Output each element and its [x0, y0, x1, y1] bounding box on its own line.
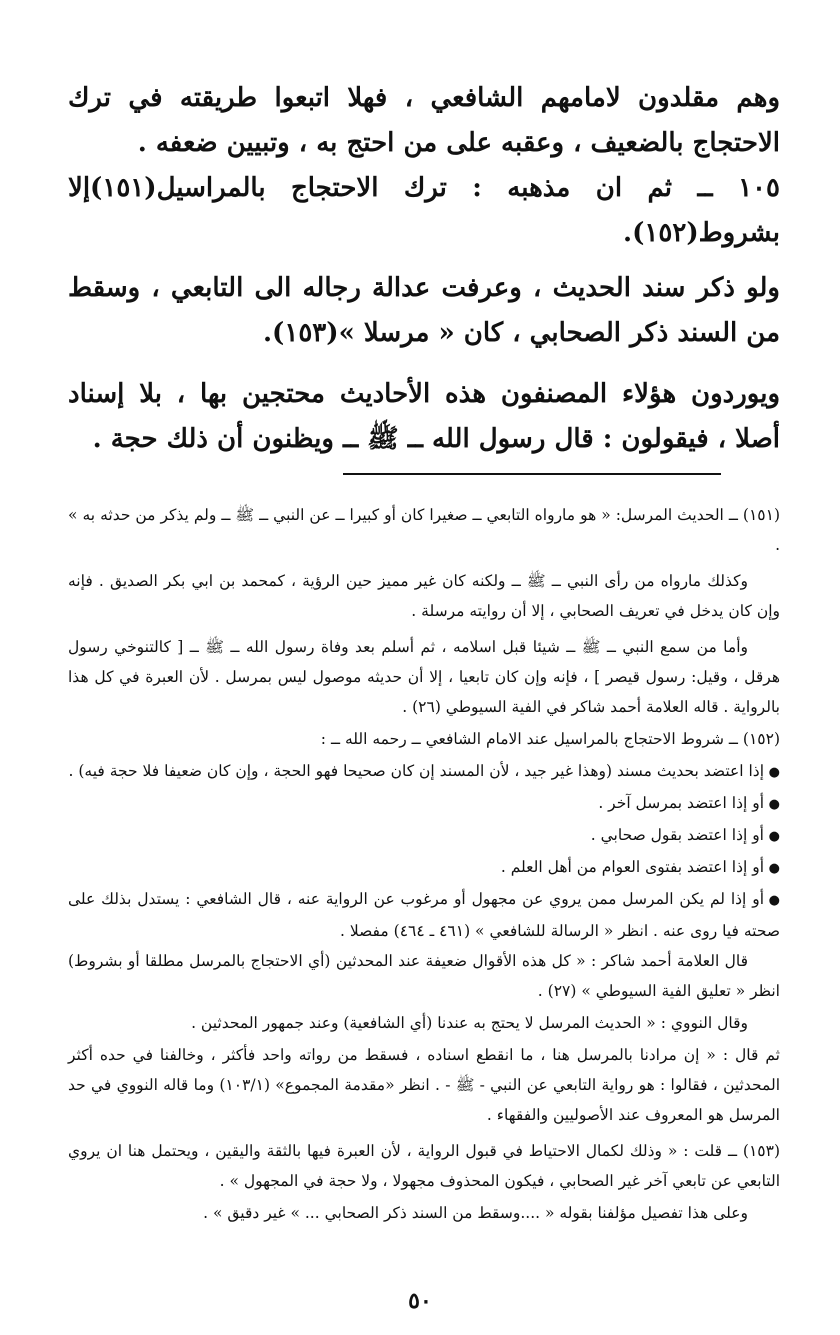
list-item — [68, 852, 780, 884]
condition-4: أو إذا اعتضد بفتوى العوام من أهل العلم . — [500, 858, 764, 876]
bullet-icon: ● — [768, 893, 780, 908]
paragraph-1: وهم مقلدون لامامهم الشافعي ، فهلا اتبعوا طريقته في ترك الاحتجاج بالضعيف ، وعقبه على من احتج به ، وتبيين ضعفه . — [68, 83, 780, 158]
condition-3: أو إذا اعتضد بقول صحابي . — [590, 826, 764, 844]
list-item — [68, 756, 780, 788]
footnote-151: (١٥١) ــ الحديث المرسل: « هو مارواه التابعي ــ صغيرا كان أو كبيرا ــ عن النبي ــ ﷺ ــ ولم يذكر من حدثه به » . — [68, 506, 780, 554]
list-item — [68, 884, 780, 946]
paragraph-3: ولو ذكر سند الحديث ، وعرفت عدالة رجاله الى التابعي ، وسقط من السند ذكر الصحابي ، كان « مرسلا »(١٥٣). — [68, 273, 780, 348]
list-item — [68, 820, 780, 852]
page-number: ٥٠ — [408, 1288, 432, 1314]
paragraph-4: ويوردون هؤلاء المصنفون هذه الأحاديث محتجين بها ، بلا إسناد أصلا ، فيقولون : قال رسول الله ــ ﷺ ــ ويظنون أن ذلك حجة . — [68, 379, 780, 454]
footnote-151-cont-1: وكذلك مارواه من رأى النبي ــ ﷺ ــ ولكنه كان غير مميز حين الرؤية ، كمحمد بن ابي بكر الصديق . فإنه وإن كان يدخل في تعريف الصحابي ، إلا أن روايته مرسلة . — [68, 572, 780, 620]
footnote-152-cont-3: ثم قال : « إن مرادنا بالمرسل هنا ، ما انقطع اسناده ، فسقط من رواته واحد فأكثر ، وخالفنا في حده أكثر المحدثين ، فقالوا : هو رواية التابعي عن النبي - ﷺ - . انظر «مقدمة المجموع» (١٠٣/١) وما قاله النووي في حد المرسل هو المعروف عند الأصوليين والفقهاء . — [68, 1046, 781, 1124]
bullet-icon: ● — [768, 797, 780, 812]
footnote-152-cont-2: وقال النووي : « الحديث المرسل لا يحتج به عندنا (أي الشافعية) وعند جمهور المحدثين . — [191, 1014, 748, 1032]
footnote-153: (١٥٣) ــ قلت : « وذلك لكمال الاحتياط في قبول الرواية ، لأن العبرة فيها بالثقة واليقين ، ويحتمل هنا ان يروي التابعي عن تابعي آخر غير الصحابي ، فيكون المحذوف مجهولا ، ولا حجة في المجهول » . — [68, 1142, 780, 1190]
bullet-icon: ● — [768, 765, 780, 780]
list-item — [68, 788, 780, 820]
condition-1: إذا اعتضد بحديث مسند (وهذا غير جيد ، لأن المسند إن كان صحيحا فهو الحجة ، وإن كان ضعيفا فلا حجة فيه) . — [68, 762, 764, 780]
footnotes — [68, 500, 780, 1230]
footnote-151-cont-2: وأما من سمع النبي ــ ﷺ ــ شيئا قبل اسلامه ، ثم أسلم بعد وفاة رسول الله ــ ﷺ ــ [ كالتنوخي رسول هرقل ، وقيل: رسول قيصر ] ، فإنه وإن كان تابعيا ، إلا أن حديثه موصول ليس بمرسل . لأن العبرة في كل هذا بالرواية . قاله العلامة أحمد شاكر في الفية السيوطي (٢٦) . — [68, 638, 780, 716]
bullet-icon: ● — [768, 861, 780, 876]
bullet-icon: ● — [768, 829, 780, 844]
footnote-152: (١٥٢) ــ شروط الاحتجاج بالمراسيل عند الامام الشافعي ــ رحمه الله ــ : — [320, 730, 780, 748]
footnote-separator — [343, 473, 721, 475]
paragraph-105: ١٠٥ ــ ثم ان مذهبه : ترك الاحتجاج بالمراسيل(١٥١)إلا بشروط(١٥٢). — [68, 173, 780, 248]
footnote-152-cont-1: قال العلامة أحمد شاكر : « كل هذه الأقوال ضعيفة عند المحدثين (أي الاحتجاج بالمرسل مطلقا أو بشروط) انظر « تعليق الفية السيوطي » (٢٧) . — [68, 952, 780, 1000]
condition-5: أو إذا لم يكن المرسل ممن يروي عن مجهول أو مرغوب عن الرواية عنه ، قال الشافعي : يستدل بذلك على صحته فيا روى عنه . انظر « الرسالة للشافعي » (٤٦١ ـ ٤٦٤) مفصلا . — [68, 890, 780, 940]
footnote-153-cont: وعلى هذا تفصيل مؤلفنا بقوله « ....وسقط من السند ذكر الصحابي ... » غير دقيق » . — [203, 1204, 748, 1222]
condition-2: أو إذا اعتضد بمرسل آخر . — [598, 794, 764, 812]
